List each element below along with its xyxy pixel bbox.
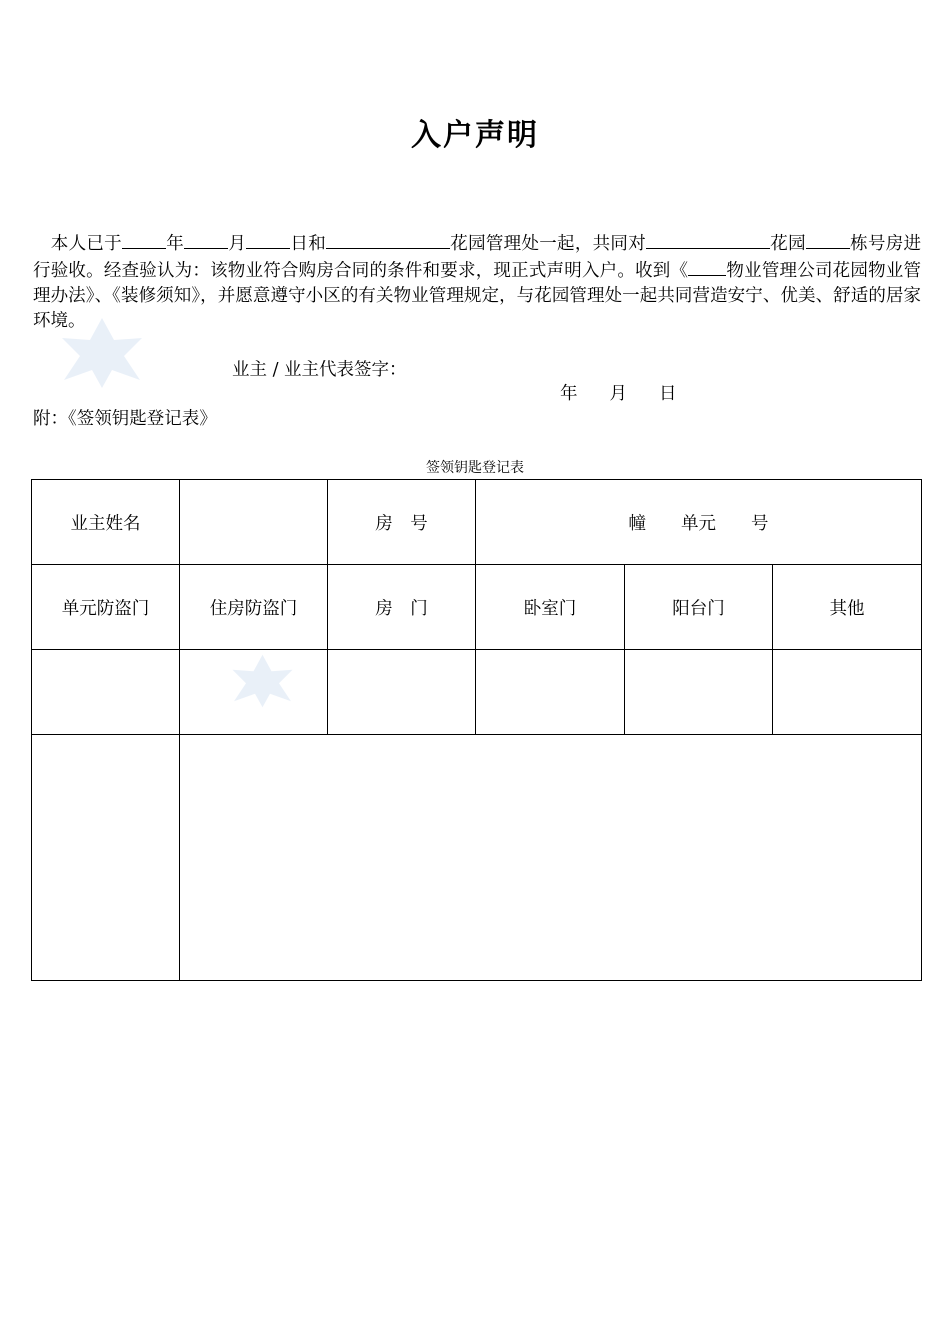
column-header: 房 门 xyxy=(328,565,476,650)
statement-text: 物业管理公司花园物业管理办法》、《装修须知》，并愿意遵守小区的有关物业管理规定，与花园管理处一起共同营造安宁、优美、舒适的居家环境。 xyxy=(33,261,922,331)
table-caption: 签领钥匙登记表 xyxy=(426,460,524,476)
key-registration-table xyxy=(31,479,922,981)
column-header: 阳台门 xyxy=(625,565,773,650)
table-row xyxy=(32,650,922,735)
building-unit-cell[interactable]: 幢 单元 号 xyxy=(476,480,922,565)
building-blank[interactable] xyxy=(806,230,850,249)
table-row xyxy=(32,565,922,650)
remarks-label-cell xyxy=(32,735,180,981)
company-blank[interactable] xyxy=(688,257,726,276)
column-header: 其他 xyxy=(773,565,922,650)
statement-text: 花园 xyxy=(770,234,806,254)
key-count-cell[interactable] xyxy=(32,650,180,735)
date-day-label: 日 xyxy=(659,384,677,404)
statement-text: 年 xyxy=(165,234,185,254)
year-blank[interactable] xyxy=(122,230,166,249)
key-count-cell[interactable] xyxy=(328,650,476,735)
remarks-cell[interactable] xyxy=(180,735,922,981)
key-count-cell[interactable] xyxy=(180,650,328,735)
owner-name-label: 业主姓名 xyxy=(32,480,180,565)
date-month-label: 月 xyxy=(609,384,627,404)
column-header: 卧室门 xyxy=(476,565,625,650)
owner-name-cell[interactable] xyxy=(180,480,328,565)
statement-text: 月 xyxy=(228,234,247,254)
table-row xyxy=(32,735,922,981)
room-label: 房 号 xyxy=(328,480,476,565)
date-year-label: 年 xyxy=(560,384,578,404)
garden-name-blank[interactable] xyxy=(326,230,450,249)
signature-label: 业主 / 业主代表签字： xyxy=(232,360,407,380)
column-header: 单元防盗门 xyxy=(32,565,180,650)
key-count-cell[interactable] xyxy=(476,650,625,735)
statement-text: 本人已于 xyxy=(50,234,122,254)
statement-text: 花园管理处一起，共同对 xyxy=(450,234,646,254)
table-row xyxy=(32,480,922,565)
month-blank[interactable] xyxy=(184,230,228,249)
signature-date xyxy=(560,380,709,405)
statement-text: 栋号房进行验收。经查验认为：该物业符合购房合同的条件和要求，现正式声明入户。收到《 xyxy=(33,234,922,281)
key-count-cell[interactable] xyxy=(625,650,773,735)
column-header: 住房防盗门 xyxy=(180,565,328,650)
day-blank[interactable] xyxy=(246,230,290,249)
page-title: 入户声明 xyxy=(411,118,539,153)
key-count-cell[interactable] xyxy=(773,650,922,735)
garden-name-blank-2[interactable] xyxy=(646,230,770,249)
statement-text: 日和 xyxy=(290,234,327,254)
attachment-note: 附：《签领钥匙登记表》 xyxy=(33,409,217,429)
declaration-paragraph xyxy=(33,230,921,334)
